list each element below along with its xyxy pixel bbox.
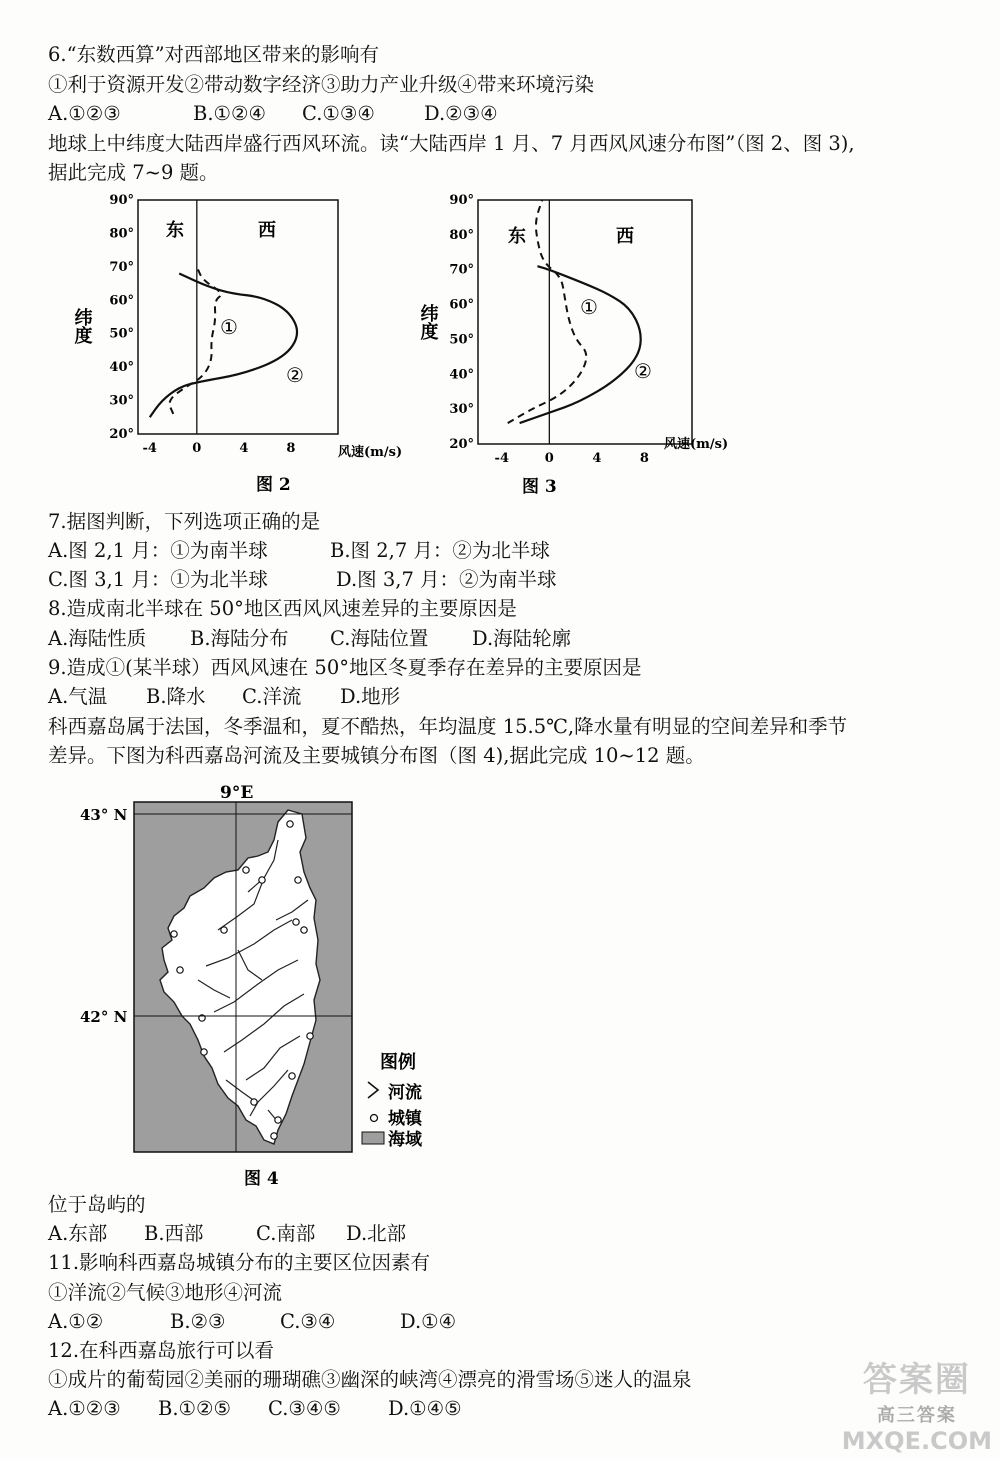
q10-tail: 位于岛屿的 [48, 1193, 146, 1216]
series-2-label: ② [634, 359, 652, 383]
watermark-logo-text: 答案圈 [862, 1360, 971, 1400]
y-tick-label-4: 60° [109, 293, 134, 309]
x-axis-label: 风速(m/s) [338, 445, 403, 460]
y-tick-label-0: 20° [449, 437, 474, 452]
q10-option-b: B.西部 [144, 1222, 204, 1245]
town-marker-12 [275, 1117, 281, 1123]
intro-7-9-line2: 据此完成 7~9 题。 [48, 161, 219, 184]
watermark-url: MXQE.COM [841, 1427, 992, 1455]
intro-7-9-line1: 地球上中纬度大陆西岸盛行西风环流。读“大陆西岸 1 月、7 月西风风速分布图”（图 2、图 3), [48, 132, 855, 155]
region-label-west: 西 [616, 226, 634, 247]
q6-option-b: B.①②④ [193, 102, 266, 125]
town-marker-3 [301, 927, 307, 933]
q9-option-c: C.洋流 [242, 685, 302, 708]
q7-stem: 7.据图判断，下列选项正确的是 [48, 510, 321, 533]
q11-stem: 11.影响科西嘉岛城镇分布的主要区位因素有 [48, 1251, 431, 1274]
y-axis-label: 纬度 [417, 304, 439, 340]
q10-option-c: C.南部 [256, 1222, 316, 1245]
town-marker-0 [287, 821, 293, 827]
legend-sea-label: 海域 [388, 1130, 422, 1150]
q9-options [48, 684, 400, 710]
y-tick-label-6: 80° [109, 226, 134, 242]
q10-options [48, 1221, 406, 1247]
q11-option-c: C.③④ [280, 1310, 336, 1333]
q7-option-d: D.图 3,7 月：②为南半球 [336, 568, 557, 591]
y-tick-label-2: 40° [109, 360, 134, 376]
figure-caption: 图 2 [256, 475, 291, 495]
q12-options [48, 1396, 462, 1422]
q9-stem: 9.造成①(某半球）西风风速在 50°地区冬夏季存在差异的主要原因是 [48, 656, 642, 679]
q6-option-c: C.①③④ [302, 102, 375, 125]
q12-option-a: A.①②③ [48, 1397, 121, 1420]
x-axis-label: 风速(m/s) [664, 437, 729, 452]
q12-option-b: B.①②⑤ [158, 1397, 231, 1420]
q11-option-d: D.①④ [400, 1310, 457, 1333]
watermark-sub: 高三答案 [876, 1405, 957, 1426]
q8-option-d: D.海陆轮廓 [472, 627, 572, 650]
town-marker-2 [293, 919, 299, 925]
town-marker-11 [289, 1073, 295, 1079]
figure-3-chart [418, 188, 748, 504]
latitude-label-42n: 42° N [80, 1008, 128, 1026]
q12-stem: 12.在科西嘉岛旅行可以看 [48, 1339, 275, 1362]
region-label-west: 西 [258, 220, 276, 241]
legend-river-label: 河流 [388, 1083, 422, 1103]
q6-options [48, 101, 498, 127]
q11-items: ①洋流②气候③地形④河流 [48, 1281, 283, 1304]
intro-10-12-line1: 科西嘉岛属于法国，冬季温和，夏不酷热，年均温度 15.5℃,降水量有明显的空间差异和季节 [48, 715, 848, 738]
q8-option-a: A.海陆性质 [48, 627, 147, 650]
region-label-east: 东 [166, 220, 184, 241]
series-1-label: ① [220, 315, 238, 339]
q6-stem: 6.“东数西算”对西部地区带来的影响有 [48, 43, 380, 66]
q8-option-c: C.海陆位置 [330, 627, 429, 650]
q9-option-b: B.降水 [146, 685, 206, 708]
q11-option-a: A.①② [48, 1310, 104, 1333]
q12-option-c: C.③④⑤ [268, 1397, 341, 1420]
figure-2-chart [71, 188, 403, 498]
y-tick-label-0: 20° [109, 427, 134, 442]
q8-stem: 8.造成南北半球在 50°地区西风风速差异的主要原因是 [48, 597, 517, 620]
y-tick-label-1: 30° [449, 402, 474, 418]
q11-options [48, 1309, 456, 1335]
q7-options-row1 [48, 538, 550, 564]
q6-option-d: D.②③④ [424, 102, 498, 125]
y-tick-label-3: 50° [449, 332, 474, 348]
q7-option-c: C.图 3,1 月：①为北半球 [48, 568, 268, 591]
town-marker-1 [295, 877, 301, 883]
region-label-east: 东 [508, 226, 526, 247]
y-axis-label: 纬度 [71, 308, 93, 344]
x-tick-label-3: 8 [286, 441, 296, 456]
y-tick-label-5: 70° [449, 262, 474, 278]
latitude-label-43n: 43° N [80, 806, 128, 824]
intro-10-12-line2: 差异。下图为科西嘉岛河流及主要城镇分布图（图 4),据此完成 10~12 题。 [48, 744, 705, 767]
legend-town-symbol [371, 1115, 378, 1122]
q9-option-d: D.地形 [340, 685, 401, 708]
series-line-2 [150, 274, 297, 418]
q12-option-d: D.①④⑤ [388, 1397, 462, 1420]
q10-option-a: A.东部 [48, 1222, 108, 1245]
q11-option-b: B.②③ [170, 1310, 226, 1333]
y-tick-label-4: 60° [449, 297, 474, 313]
legend-title: 图例 [380, 1052, 416, 1073]
watermark [842, 1352, 992, 1455]
q7-options-row2 [48, 567, 557, 593]
x-tick-label-3: 8 [639, 451, 649, 466]
x-tick-label-0: -4 [142, 441, 157, 456]
q12-items: ①成片的葡萄园②美丽的珊瑚礁③幽深的峡湾④漂亮的滑雪场⑤迷人的温泉 [48, 1368, 692, 1391]
town-marker-10 [307, 1033, 313, 1039]
legend-river-symbol [368, 1082, 378, 1098]
q6-items: ①利于资源开发②带动数字经济③助力产业升级④带来环境污染 [48, 73, 595, 96]
figure-caption: 图 4 [244, 1169, 279, 1189]
y-tick-label-1: 30° [109, 393, 134, 409]
longitude-label: 9°E [220, 783, 254, 803]
y-tick-label-7: 90° [449, 193, 474, 208]
q10-option-d: D.北部 [346, 1222, 407, 1245]
x-tick-label-1: 0 [192, 441, 202, 456]
series-1-label: ① [580, 295, 598, 319]
x-tick-label-0: -4 [494, 451, 510, 466]
town-marker-13 [271, 1133, 277, 1139]
q6-option-a: A.①②③ [48, 102, 121, 125]
town-marker-7 [177, 967, 183, 973]
town-marker-15 [251, 1099, 257, 1105]
q9-option-a: A.气温 [48, 685, 108, 708]
legend-town-label: 城镇 [388, 1109, 422, 1129]
y-tick-label-2: 40° [449, 367, 474, 383]
q7-option-b: B.图 2,7 月：②为北半球 [330, 539, 550, 562]
y-tick-label-7: 90° [109, 193, 134, 208]
x-tick-label-2: 4 [239, 441, 249, 456]
y-tick-label-3: 50° [109, 326, 134, 342]
x-tick-label-2: 4 [592, 451, 602, 466]
town-marker-8 [221, 927, 227, 933]
legend-sea-symbol [362, 1132, 384, 1144]
y-tick-label-6: 80° [449, 227, 474, 243]
figure-4-map [78, 780, 478, 1194]
x-tick-label-1: 0 [544, 451, 554, 466]
q7-option-a: A.图 2,1 月：①为南半球 [48, 539, 268, 562]
series-2-label: ② [286, 363, 304, 387]
town-marker-6 [171, 931, 177, 937]
town-marker-4 [243, 867, 249, 873]
q8-option-b: B.海陆分布 [190, 627, 289, 650]
town-marker-14 [201, 1049, 207, 1055]
q8-options [48, 626, 571, 652]
town-marker-5 [259, 877, 265, 883]
figure-caption: 图 3 [522, 477, 557, 497]
y-tick-label-5: 70° [109, 259, 134, 275]
